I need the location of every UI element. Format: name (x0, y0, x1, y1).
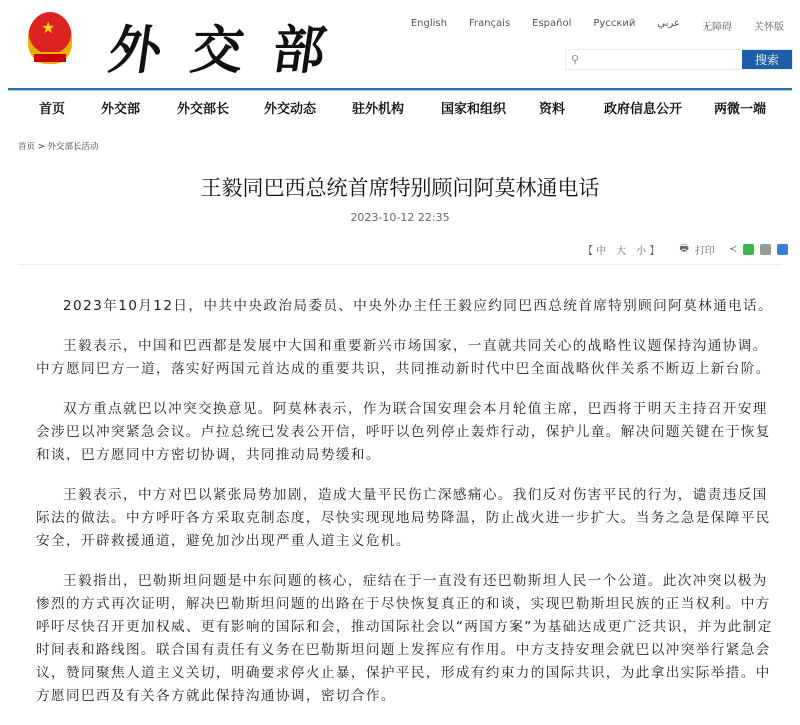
page-title: 王毅同巴西总统首席特别顾问阿莫林通电话 (200, 176, 600, 200)
search-box (565, 49, 793, 70)
print-icon[interactable]: 🖶 (679, 243, 689, 254)
breadcrumb-home[interactable]: 首页 (18, 142, 36, 152)
national-emblem-logo: ★ (28, 12, 72, 64)
wechat-icon[interactable] (743, 244, 754, 255)
tools-divider (18, 264, 782, 265)
breadcrumb-current[interactable]: 外交部长活动 (47, 142, 99, 152)
lang-arabic[interactable]: عربي (657, 18, 680, 29)
lang-english[interactable]: English (410, 18, 447, 29)
accessibility-link[interactable]: 无障碍 (702, 22, 732, 33)
elderly-mode-link[interactable]: 关怀版 (754, 22, 784, 33)
camera-share-icon[interactable] (760, 244, 771, 255)
paragraph: 2023年10月12日，中共中央政治局委员、中央外办主任王毅应约同巴西总统首席特别顾问阿莫林通电话。 (63, 298, 774, 314)
language-links (411, 18, 784, 33)
nav-countries[interactable]: 国家和组织 (441, 102, 507, 117)
weibo-icon[interactable] (777, 244, 788, 255)
lang-spanish[interactable]: Español (532, 18, 572, 29)
search-input[interactable] (584, 50, 742, 69)
article-tools (583, 241, 788, 258)
paragraph: 王毅表示，中方对巴以紧张局势加剧，造成大量平民伤亡深感痛心。我们反对伤害平民的行为，谴责违反国际法的做法。中方呼吁各方采取克制态度，尽快实现现地局势降温，防止战火进一步扩大。当务之急是保障平民安全，开辟救援通道，避免加沙出现严重人道主义危机。 (36, 487, 771, 549)
header-divider (8, 88, 792, 91)
print-button[interactable]: 打印 (694, 246, 715, 257)
nav-missions[interactable]: 驻外机构 (352, 102, 405, 117)
nav-home[interactable]: 首页 (39, 102, 66, 117)
lang-french[interactable]: Français (468, 18, 511, 29)
nav-media[interactable]: 两微一端 (714, 102, 767, 117)
paragraph: 双方重点就巴以冲突交换意见。阿莫林表示，作为联合国安理会本月轮值主席，巴西将于明天主持召开安理会涉巴以冲突紧急会议。卢拉总统已发表公开信，呼吁以色列停止轰炸行动，保护儿童。解决问题关键在于恢复和谈，巴方愿同中方密切协调，共同推动局势缓和。 (36, 401, 771, 463)
share-icon[interactable]: ≺ (728, 244, 738, 255)
paragraph: 王毅表示，中国和巴西都是发展中大国和重要新兴市场国家，一直就共同关心的战略性议题保持沟通协调。中方愿同巴方一道，落实好两国元首达成的重要共识，共同推动新时代中巴全面战略伙伴关系不断迈上新台阶。 (36, 338, 771, 377)
search-button[interactable]: 搜索 (742, 50, 792, 69)
nav-ministry[interactable]: 外交部 (101, 102, 141, 117)
font-size-control[interactable]: 【 中 大 小 】 (583, 246, 660, 257)
paragraph: 王毅指出，巴勒斯坦问题是中东问题的核心，症结在于一直没有还巴勒斯坦人民一个公道。此次冲突以极为惨烈的方式再次证明，解决巴勒斯坦问题的出路在于尽快恢复真正的和谈，实现巴勒斯坦民族的正当权利。中方呼吁尽快召开更加权威、更有影响的国际和会，推动国际社会以“两国方案”为基础达成更广泛共识，并为此制定时间表和路线图。联合国有责任有义务在巴勒斯坦问题上发挥应有作用。中方支持安理会就巴以冲突举行紧急会议，赞同聚焦人道主义关切，明确要求停火止暴，保护平民，形成有约束力的国际共识，为此拿出实际举措。中方愿同巴西及有关各方就此保持沟通协调，密切合作。 (36, 573, 773, 704)
site-logo[interactable]: 外交部 (105, 20, 360, 81)
breadcrumb-separator: > (37, 142, 45, 152)
nav-gov-info[interactable]: 政府信息公开 (604, 102, 683, 117)
publish-date: 2023-10-12 22:35 (350, 211, 450, 224)
nav-minister[interactable]: 外交部长 (177, 102, 230, 117)
nav-resources[interactable]: 资料 (539, 102, 566, 117)
lang-russian[interactable]: Русский (593, 18, 636, 29)
breadcrumb (18, 140, 99, 152)
search-icon: ⚲ (571, 53, 580, 66)
article-body (36, 295, 782, 725)
nav-diplomatic-news[interactable]: 外交动态 (264, 102, 317, 117)
